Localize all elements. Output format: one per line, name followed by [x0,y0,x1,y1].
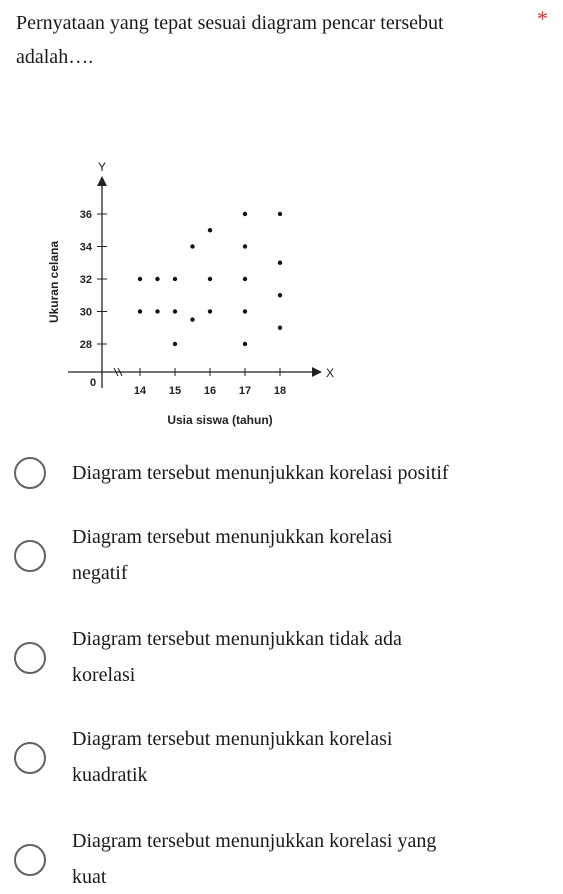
x-tick-label: 18 [273,385,287,397]
data-point [243,309,247,313]
radio-circle[interactable] [14,642,46,674]
option-label-line-1: Diagram tersebut menunjukkan korelasi [72,728,393,750]
radio-circle[interactable] [14,457,46,489]
x-tick-label: 14 [133,385,147,397]
data-point [138,277,142,281]
x-tick-label: 15 [168,385,182,397]
y-axis-title: Ukuran celana [47,240,61,324]
x-axis-title: Usia siswa (tahun) [167,413,273,427]
data-point [155,309,159,313]
data-point [190,317,194,321]
question-text: Pernyataan yang tepat sesuai diagram pencar tersebut adalah…. [16,12,444,68]
radio-circle[interactable] [14,742,46,774]
option-label-line-1: Diagram tersebut menunjukkan korelasi [72,526,393,548]
x-tick-label: 16 [203,385,217,397]
option-label-line-2: korelasi [72,664,136,686]
option-negative-correlation[interactable] [0,518,563,598]
y-axis-arrow [97,176,107,186]
data-point [208,309,212,313]
data-point [208,228,212,232]
data-point [243,342,247,346]
data-point [278,326,282,330]
data-point [243,244,247,248]
radio-circle[interactable] [14,844,46,876]
data-point [173,309,177,313]
x-axis-letter: X [326,366,335,380]
data-point [138,309,142,313]
y-axis-letter: Y [98,160,107,174]
data-point [243,277,247,281]
option-label-line-2: negatif [72,562,128,584]
radio-circle[interactable] [14,540,46,572]
option-label-line-2: kuadratik [72,764,148,786]
option-no-correlation[interactable] [0,620,563,700]
y-tick-label: 34 [79,241,92,254]
data-point [208,277,212,281]
data-point [190,244,194,248]
y-tick-label: 28 [79,339,92,351]
y-tick-label: 32 [79,274,92,286]
option-label: Diagram tersebut menunjukkan korelasi positif [72,462,449,484]
data-point [173,277,177,281]
y-tick-label: 36 [79,209,92,221]
data-point [155,277,159,281]
option-label-line-2: kuat [72,866,107,888]
y-tick-label: 30 [79,306,92,319]
data-point [173,342,177,346]
data-point [278,293,282,297]
option-label-line-1: Diagram tersebut menunjukkan korelasi yang [72,830,437,852]
data-point [278,261,282,265]
origin-label: 0 [90,377,97,389]
data-point [278,212,282,216]
data-point [243,212,247,216]
scatter-chart [0,140,563,440]
required-asterisk: * [537,6,548,31]
x-tick-label: 17 [238,385,252,397]
option-strong-correlation[interactable] [0,822,563,890]
x-axis-arrow [312,367,322,377]
option-label-line-1: Diagram tersebut menunjukkan tidak ada [72,628,402,650]
option-quadratic-correlation[interactable] [0,720,563,800]
option-positive-correlation[interactable] [0,448,563,498]
